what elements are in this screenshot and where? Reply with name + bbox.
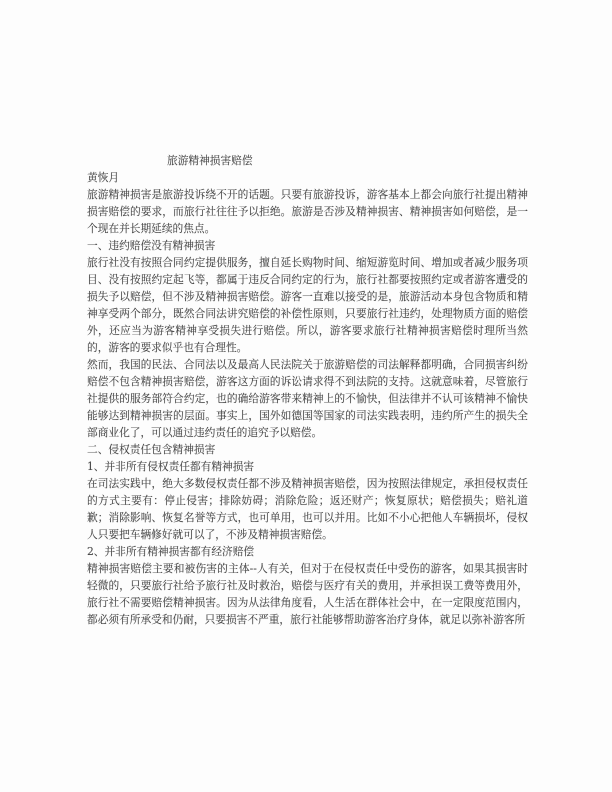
intro-paragraph: 旅游精神损害是旅游投诉绕不开的话题。只要有旅游投诉，游客基本上都会向旅行社提出精神损害赔偿的要求，而旅行社往往予以拒绝。旅游是否涉及精神损害、精神损害如何赔偿，是一个现在并长期延续的焦点。 [87,188,528,235]
subsection-1-paragraph: 在司法实践中，绝大多数侵权责任都不涉及精神损害赔偿，因为按照法律规定，承担侵权责任的方式主要有：停止侵害；排除妨碍；消除危险；返还财产；恢复原状；赔偿损失；赔礼道歉；消除影响、恢复名誉等方式，也可单用，也可以并用。比如不小心把他人车辆损坏，侵权人只要把车辆修好就可以了，不涉及精神损害赔偿。 [87,477,528,541]
document-content [87,152,528,628]
author-name: 黄恢月 [87,171,120,184]
section-1-heading: 一、违约赔偿没有精神损害 [87,239,216,252]
subsection-2-paragraph: 精神损害赔偿主要和被伤害的主体--人有关，但对于在侵权责任中受伤的游客，如果其损害时轻微的，只要旅行社给予旅行社及时救治，赔偿与医疗有关的费用，并承担误工费等费用外，旅行社不需要赔偿精神损害。因为从法律角度看，人生活在群体社会中，在一定限度范围内，都必须有所承受和仍耐，只要损害不严重，旅行社能够帮助游客治疗身体，就足以弥补游客所 [87,562,528,626]
subsection-2-heading: 2、并非所有精神损害都有经济赔偿 [87,545,255,558]
subsection-1-heading: 1、并非所有侵权责任都有精神损害 [87,460,255,473]
section-1-paragraph-2: 然而，我国的民法、合同法以及最高人民法院关于旅游赔偿的司法解释都明确，合同损害纠纷赔偿不包含精神损害赔偿，游客这方面的诉讼请求得不到法院的支持。这就意味着，尽管旅行社提供的服务部符合约定，也的确给游客带来精神上的不愉快，但法律并不认可该精神不愉快能够达到精神损害的层面。事实上，国外如德国等国家的司法实践表明，违约所产生的损失全部商业化了，可以通过违约责任的追究予以赔偿。 [87,358,528,439]
document-title: 旅游精神损害赔偿 [167,154,253,167]
section-2-heading: 二、侵权责任包含精神损害 [87,443,216,456]
section-1-paragraph-1: 旅行社没有按照合同约定提供服务，擅自延长购物时间、缩短游览时间、增加或者减少服务项目、没有按照约定起飞等，都属于违反合同约定的行为，旅行社都要按照约定或者游客遭受的损失予以赔偿，但不涉及精神损害赔偿。游客一直难以接受的是，旅游活动本身包含物质和精神享受两个部分，既然合同法讲究赔偿的补偿性原则，只要旅行社违约，处理物质方面的赔偿外，还应当为游客精神享受损失进行赔偿。所以，游客要求旅行社精神损害赔偿时理所当然的，游客的要求似乎也有合理性。 [87,256,528,354]
